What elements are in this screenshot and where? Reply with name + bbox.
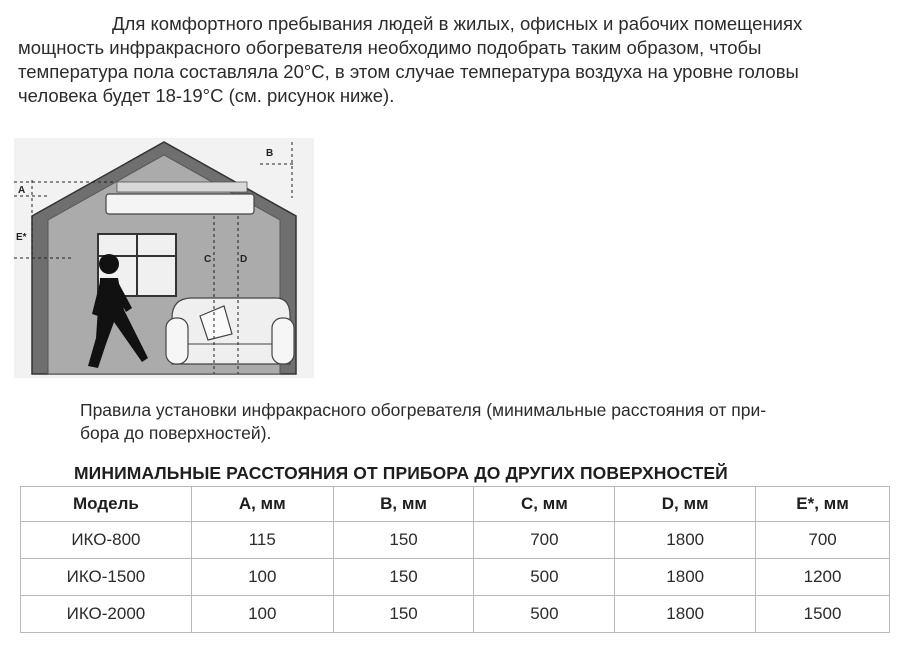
intro-paragraph — [18, 12, 898, 108]
cell-e: 1200 — [756, 559, 890, 596]
cell-c: 500 — [474, 559, 615, 596]
table-title: МИНИМАЛЬНЫЕ РАССТОЯНИЯ ОТ ПРИБОРА ДО ДРУГИХ ПОВЕРХНОСТЕЙ — [74, 463, 728, 483]
cell-b: 150 — [333, 596, 474, 633]
cell-c: 700 — [474, 522, 615, 559]
intro-line: Для комфортного пребывания людей в жилых, офисных и рабочих помещениях — [112, 13, 803, 34]
cell-b: 150 — [333, 559, 474, 596]
header-e: E*, мм — [756, 487, 890, 522]
cell-a: 100 — [191, 559, 333, 596]
house-diagram — [14, 138, 314, 378]
table-header-row — [21, 487, 890, 522]
cell-a: 115 — [191, 522, 333, 559]
cell-model: ИКО-1500 — [21, 559, 192, 596]
cell-model: ИКО-800 — [21, 522, 192, 559]
table-row — [21, 522, 890, 559]
cell-a: 100 — [191, 596, 333, 633]
rules-line: Правила установки инфракрасного обогревателя (минимальные расстояния от при- — [80, 400, 767, 420]
label-c: C — [204, 254, 212, 265]
header-model: Модель — [21, 487, 192, 522]
distances-table — [20, 486, 890, 633]
cell-e: 1500 — [756, 596, 890, 633]
cell-d: 1800 — [615, 596, 756, 633]
infrared-heater — [106, 194, 254, 214]
intro-line: человека будет 18-19°С (см. рисунок ниже). — [18, 85, 395, 106]
label-b: B — [266, 148, 274, 159]
cell-e: 700 — [756, 522, 890, 559]
table-row — [21, 596, 890, 633]
header-b: B, мм — [333, 487, 474, 522]
cell-model: ИКО-2000 — [21, 596, 192, 633]
rules-line: бора до поверхностей). — [80, 423, 272, 443]
label-d: D — [240, 254, 248, 265]
cell-d: 1800 — [615, 522, 756, 559]
table-row — [21, 559, 890, 596]
cell-d: 1800 — [615, 559, 756, 596]
cell-c: 500 — [474, 596, 615, 633]
cell-b: 150 — [333, 522, 474, 559]
ceiling-mount — [117, 182, 247, 192]
sofa — [166, 298, 294, 364]
header-c: C, мм — [474, 487, 615, 522]
installation-rules-text — [80, 399, 900, 445]
header-a: A, мм — [191, 487, 333, 522]
label-a: A — [18, 185, 26, 196]
label-e: E* — [16, 232, 27, 243]
header-d: D, мм — [615, 487, 756, 522]
intro-line: мощность инфракрасного обогревателя необходимо подобрать таким образом, чтобы — [18, 37, 762, 58]
intro-line: температура пола составляла 20°С, в этом случае температура воздуха на уровне головы — [18, 61, 799, 82]
